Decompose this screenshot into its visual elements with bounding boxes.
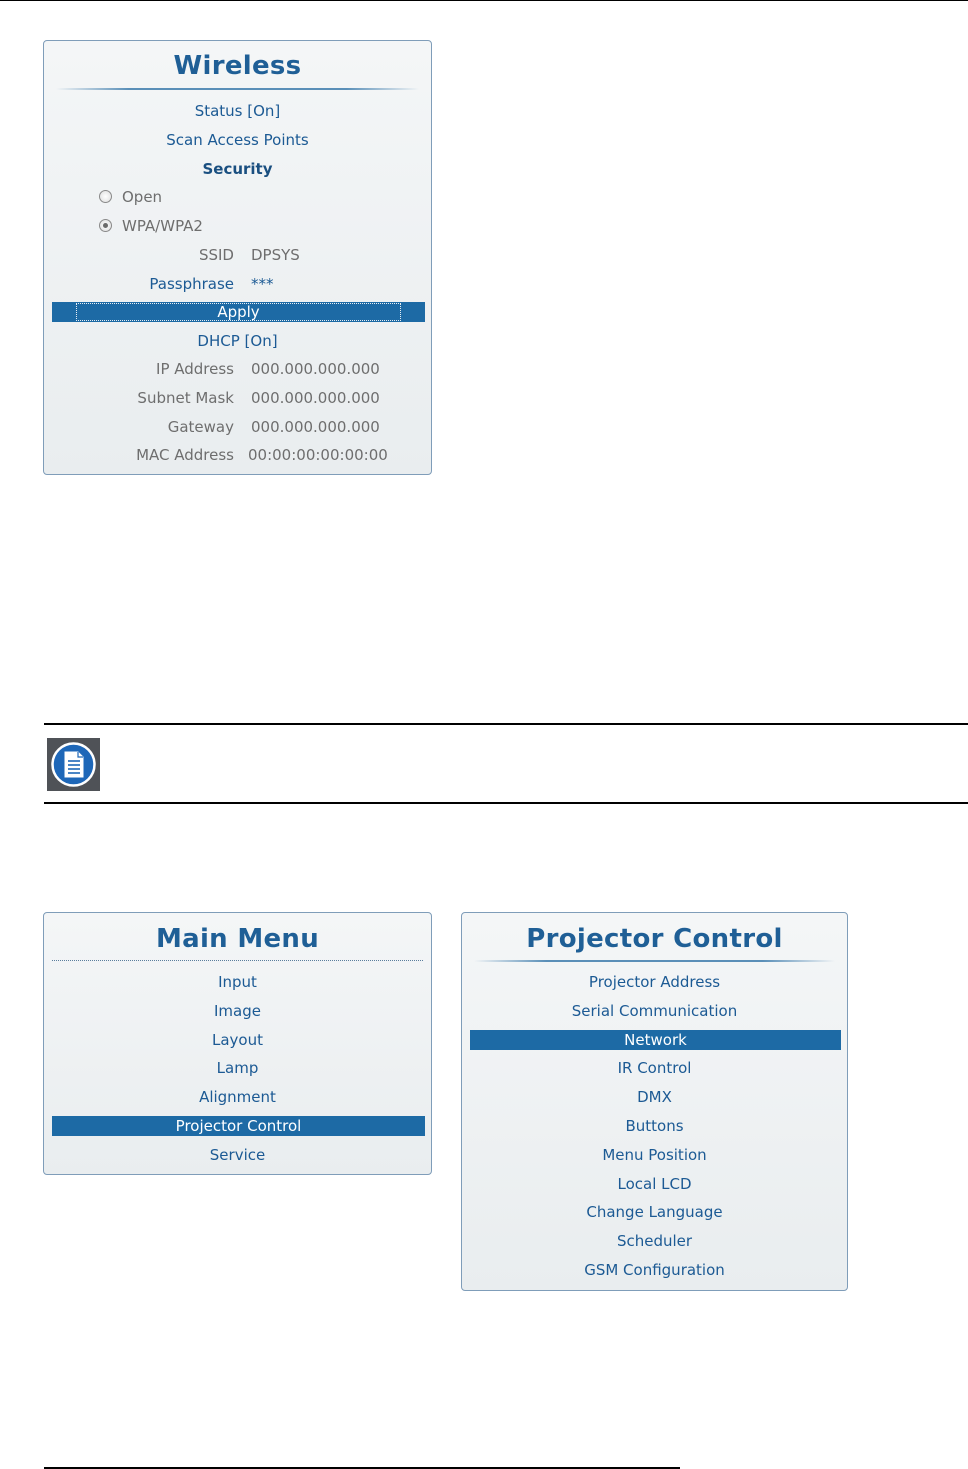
mac-address-row xyxy=(44,445,433,465)
subnet-mask-row xyxy=(44,388,433,408)
mac-address-value: 00:00:00:00:00:00 xyxy=(248,446,388,464)
menu-item-buttons[interactable]: Buttons xyxy=(625,1117,684,1135)
wpa-wpa2-radio-label: WPA/WPA2 xyxy=(122,217,203,235)
menu-item-projector-address[interactable]: Projector Address xyxy=(588,973,721,991)
passphrase-value: *** xyxy=(251,275,274,293)
menu-item-change-language[interactable]: Change Language xyxy=(586,1203,723,1222)
menu-item-image[interactable]: Image xyxy=(214,1001,261,1020)
wireless-menu-panel xyxy=(43,40,432,475)
note-bottom-rule xyxy=(44,802,968,804)
title-divider xyxy=(52,960,423,961)
page-header-rule xyxy=(0,0,968,1)
ip-address-row xyxy=(44,359,433,379)
menu-item-input[interactable]: Input xyxy=(218,973,257,991)
status-item[interactable]: Status [On] xyxy=(194,102,281,120)
ip-address-value: 000.000.000.000 xyxy=(251,360,380,378)
wpa-wpa2-radio[interactable] xyxy=(99,219,112,232)
ip-address-label: IP Address xyxy=(156,360,234,378)
subnet-mask-value: 000.000.000.000 xyxy=(251,389,380,407)
title-underline xyxy=(474,960,835,962)
main-menu-panel xyxy=(43,912,432,1175)
dhcp-item[interactable]: DHCP [On] xyxy=(197,332,278,350)
projector-control-panel xyxy=(461,912,848,1291)
mac-address-label: MAC Address xyxy=(136,446,234,464)
menu-item-lamp[interactable]: Lamp xyxy=(216,1059,259,1078)
projector-control-title: Projector Control xyxy=(526,924,783,954)
menu-item-dmx[interactable]: DMX xyxy=(637,1088,672,1107)
passphrase-row[interactable] xyxy=(44,274,433,294)
menu-item-layout[interactable]: Layout xyxy=(212,1030,263,1049)
security-heading: Security xyxy=(202,160,273,178)
ssid-label: SSID xyxy=(198,246,234,264)
note-document-icon xyxy=(47,738,100,791)
scan-access-points-item[interactable]: Scan Access Points xyxy=(166,131,309,149)
note-top-rule xyxy=(44,723,968,725)
gateway-row xyxy=(44,417,433,437)
passphrase-label: Passphrase xyxy=(149,275,234,293)
title-underline xyxy=(56,88,419,90)
menu-item-alignment[interactable]: Alignment xyxy=(199,1088,276,1107)
menu-item-service[interactable]: Service xyxy=(209,1145,266,1164)
apply-button[interactable] xyxy=(52,302,425,322)
ssid-value: DPSYS xyxy=(251,246,300,264)
menu-item-menu-position[interactable]: Menu Position xyxy=(602,1145,707,1164)
wireless-title: Wireless xyxy=(173,51,302,81)
gateway-value: 000.000.000.000 xyxy=(251,418,380,436)
menu-item-projector-control[interactable]: Projector Control xyxy=(52,1116,425,1136)
menu-item-scheduler[interactable]: Scheduler xyxy=(616,1232,693,1251)
menu-item-gsm-configuration[interactable]: GSM Configuration xyxy=(584,1261,725,1279)
main-menu-title: Main Menu xyxy=(155,924,320,954)
menu-item-serial-communication[interactable]: Serial Communication xyxy=(571,1001,738,1020)
menu-item-local-lcd[interactable]: Local LCD xyxy=(617,1174,692,1193)
menu-item-ir-control[interactable]: IR Control xyxy=(617,1059,692,1078)
ssid-row xyxy=(44,245,433,265)
open-radio-label: Open xyxy=(122,188,163,206)
gateway-label: Gateway xyxy=(167,418,234,436)
menu-item-network[interactable]: Network xyxy=(470,1030,841,1050)
open-radio[interactable] xyxy=(99,190,112,203)
apply-label: Apply xyxy=(217,303,260,321)
subnet-mask-label: Subnet Mask xyxy=(137,389,234,407)
